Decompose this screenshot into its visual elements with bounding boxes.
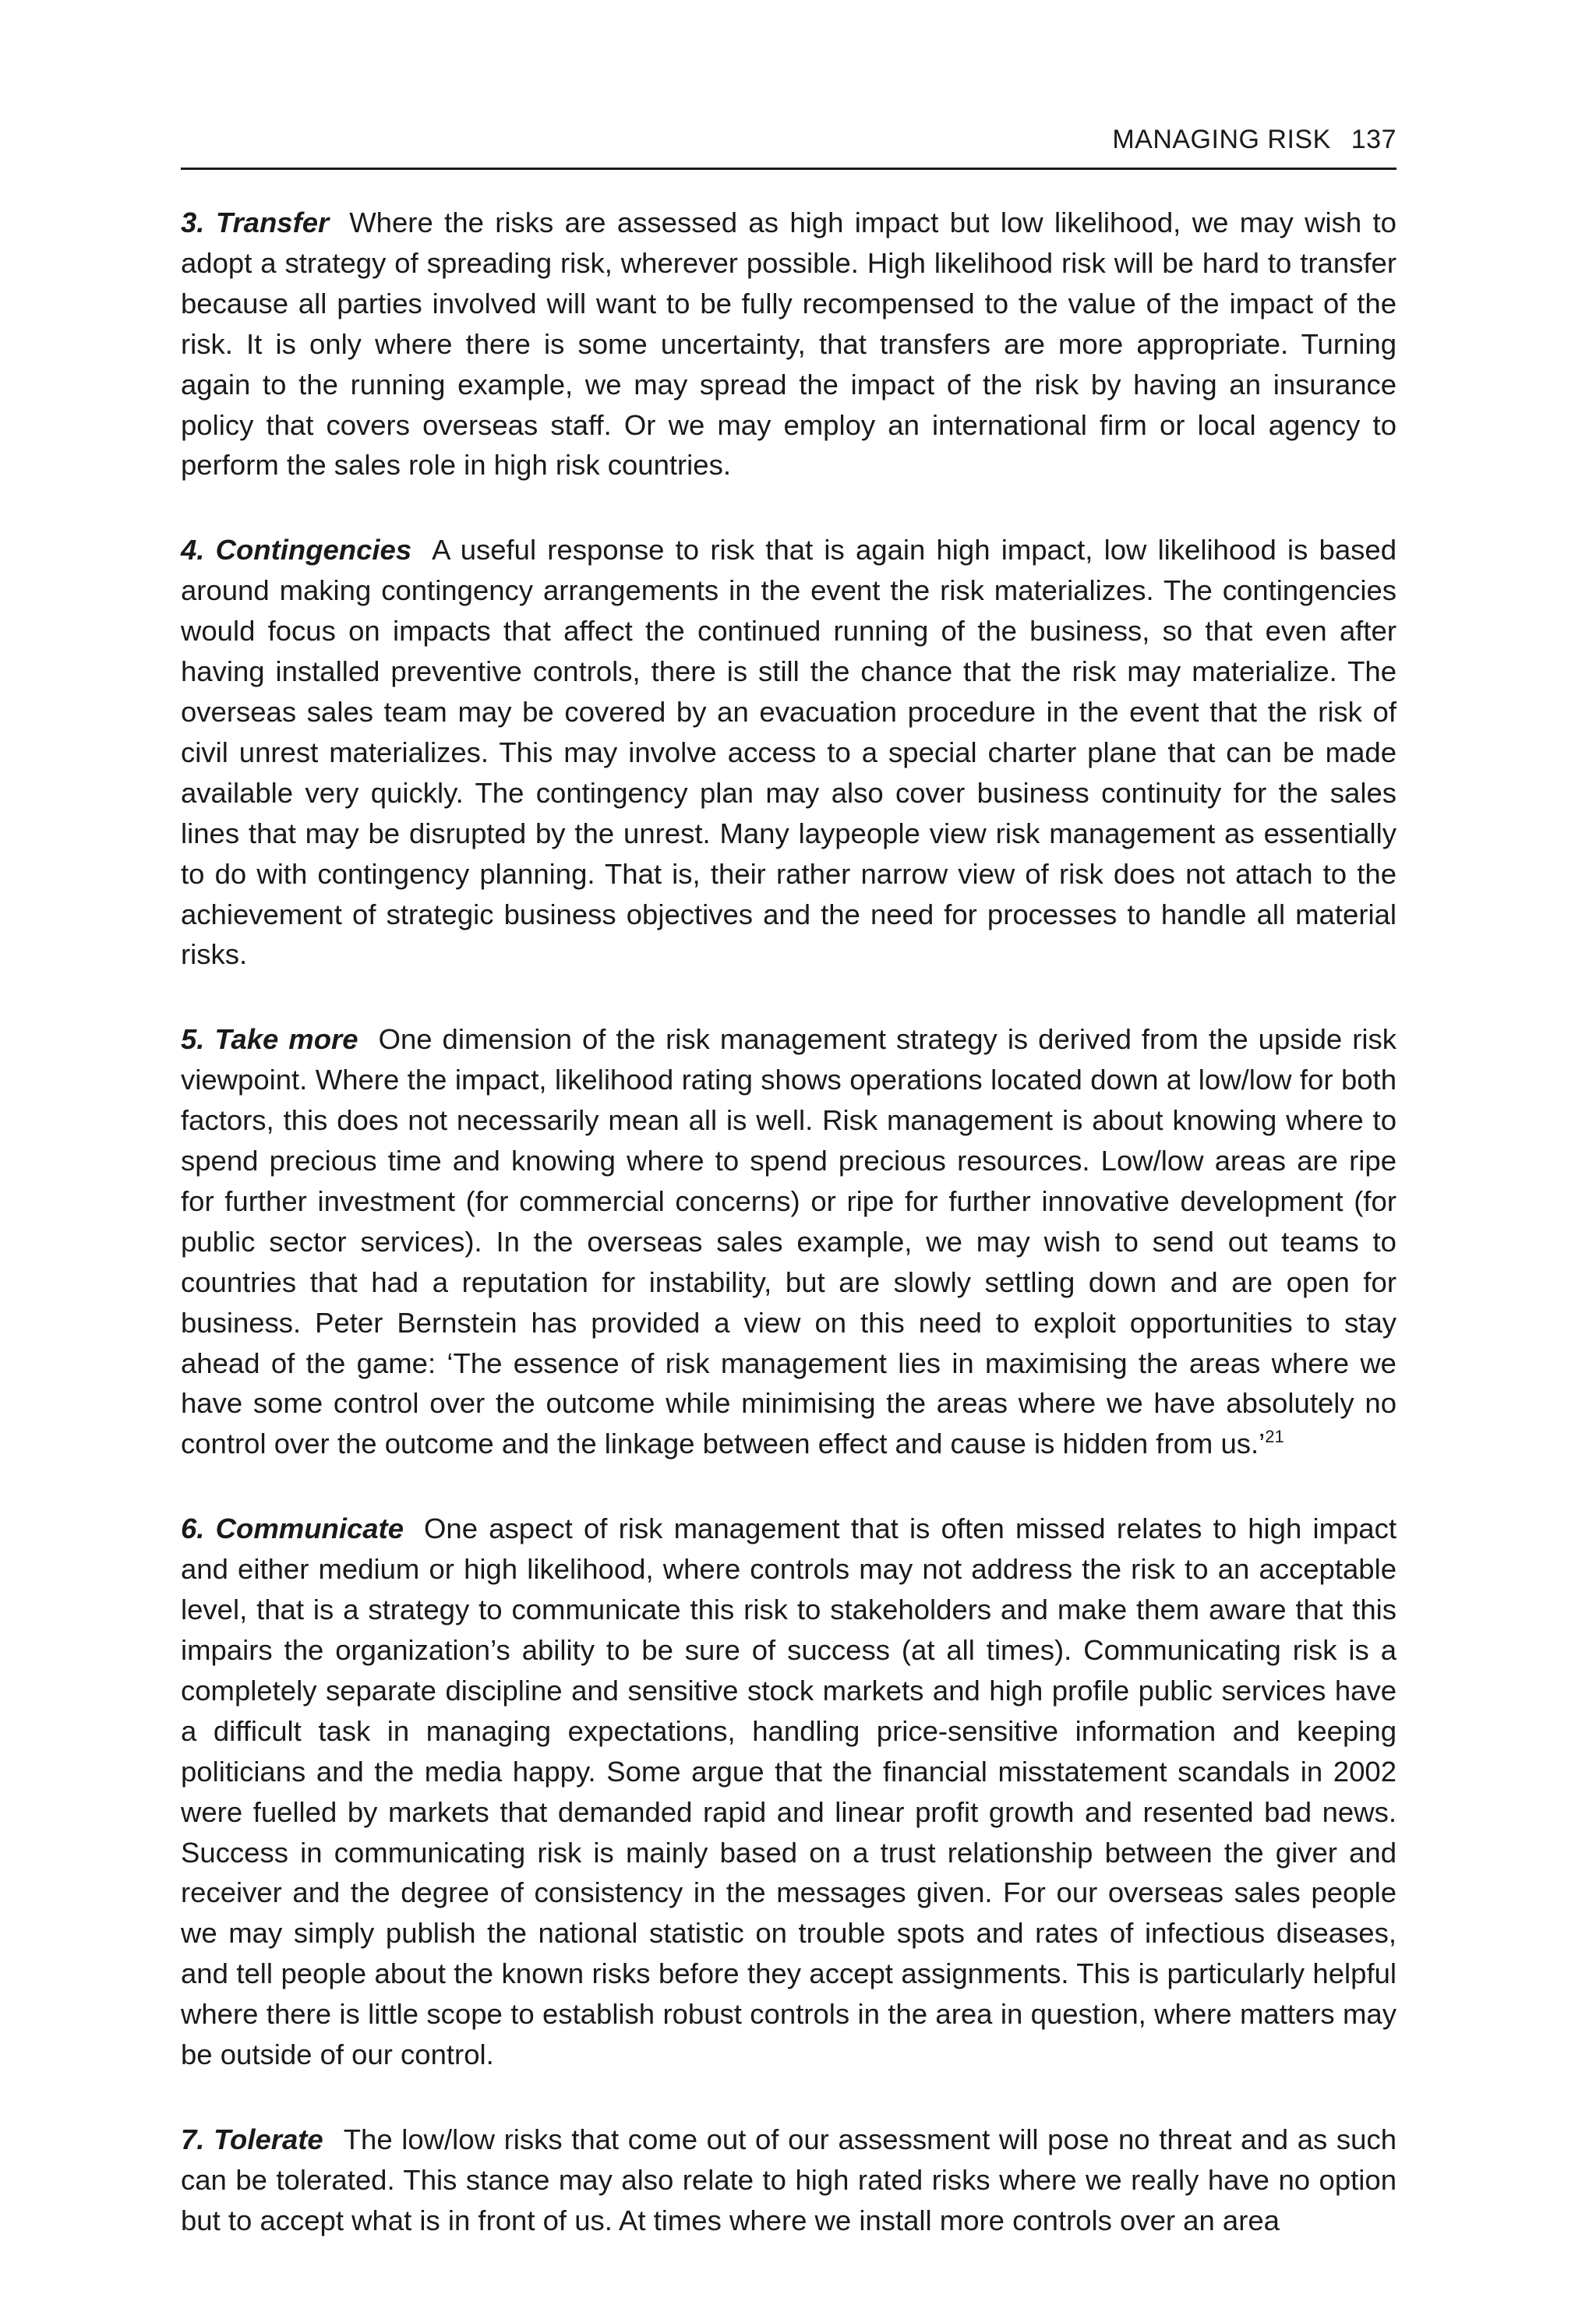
section-tolerate bbox=[181, 2120, 1396, 2241]
section-take-more bbox=[181, 1019, 1396, 1464]
footnote-reference: 21 bbox=[1265, 1427, 1284, 1447]
running-head bbox=[1112, 125, 1396, 155]
section-heading: 6. Communicate bbox=[181, 1512, 404, 1545]
section-text: One aspect of risk management that is often missed relates to high impact and either medium or high likelihood, where controls may not address the risk to an acceptable level, that is a strategy to communicate this risk to stakeholders and make them aware that this impairs the organization’s ability to be sure of success (at all times). Communicating risk is a completely separate discipline and sensitive stock markets and high profile public services have a difficult task in managing expectations, handling price-sensitive information and keeping politicians and the media happy. Some argue that the financial misstatement scandals in 2002 were fuelled by markets that demanded rapid and linear profit growth and resented bad news. Success in communicating risk is mainly based on a trust relationship between the giver and receiver and the degree of consistency in the messages given. For our overseas sales people we may simply publish the national statistic on trouble spots and rates of infectious diseases, and tell people about the known risks before they accept assignments. This is particularly helpful where there is little scope to establish robust controls in the area in question, where matters may be outside of our control. bbox=[181, 1512, 1396, 2071]
section-text: One dimension of the risk management strategy is derived from the upside risk viewpoint. Where the impact, likelihood rating shows operations located down at low/low for both factors, this does not necessarily mean all is well. Risk management is about knowing where to spend precious time and knowing where to spend precious resources. Low/low areas are ripe for further investment (for commercial concerns) or ripe for further innovative development (for public sector services). In the overseas sales example, we may wish to send out teams to countries that had a reputation for instability, but are slowly settling down and are open for business. Peter Bernstein has provided a view on this need to exploit opportunities to stay ahead of the game: ‘The essence of risk management lies in maximising the areas where we have some control over the outcome while minimising the areas where we have absolutely no control over the outcome and the linkage between effect and cause is hidden from us.’ bbox=[181, 1023, 1396, 1460]
section-text: Where the risks are assessed as high impact but low likelihood, we may wish to adopt a strategy of spreading risk, wherever possible. High likelihood risk will be hard to transfer because all parties involved will want to be fully recompensed to the value of the impact of the risk. It is only where there is some uncertainty, that transfers are more appropriate. Turning again to the running example, we may spread the impact of the risk by having an insurance policy that covers overseas staff. Or we may employ an international firm or local agency to perform the sales role in high risk countries. bbox=[181, 206, 1396, 482]
page-number: 137 bbox=[1351, 125, 1396, 154]
section-heading: 5. Take more bbox=[181, 1023, 358, 1056]
section-communicate bbox=[181, 1509, 1396, 2075]
page-header bbox=[181, 117, 1396, 170]
section-text: A useful response to risk that is again high impact, low likelihood is based around making contingency arrangements in the event the risk materializes. The contingencies would focus on impacts that affect the continued running of the business, so that even after having installed preventive controls, there is still the chance that the risk may materialize. The overseas sales team may be covered by an evacuation procedure in the event that the risk of civil unrest materializes. This may involve access to a special charter plane that can be made available very quickly. The contingency plan may also cover business continuity for the sales lines that may be disrupted by the unrest. Many laypeople view risk management as essentially to do with contingency planning. That is, their rather narrow view of risk does not attach to the achievement of strategic business objectives and the need for processes to handle all material risks. bbox=[181, 534, 1396, 971]
section-transfer bbox=[181, 203, 1396, 485]
section-text: The low/low risks that come out of our assessment will pose no threat and as such can be tolerated. This stance may also relate to high rated risks where we really have no option but to accept what is in front of us. At times where we install more controls over an area bbox=[181, 2123, 1397, 2236]
section-heading: 3. Transfer bbox=[181, 206, 330, 238]
section-contingencies bbox=[181, 530, 1396, 975]
section-heading: 4. Contingencies bbox=[181, 534, 412, 567]
section-heading: 7. Tolerate bbox=[181, 2123, 323, 2155]
body-text bbox=[181, 203, 1396, 2285]
running-title: MANAGING RISK bbox=[1112, 125, 1331, 154]
